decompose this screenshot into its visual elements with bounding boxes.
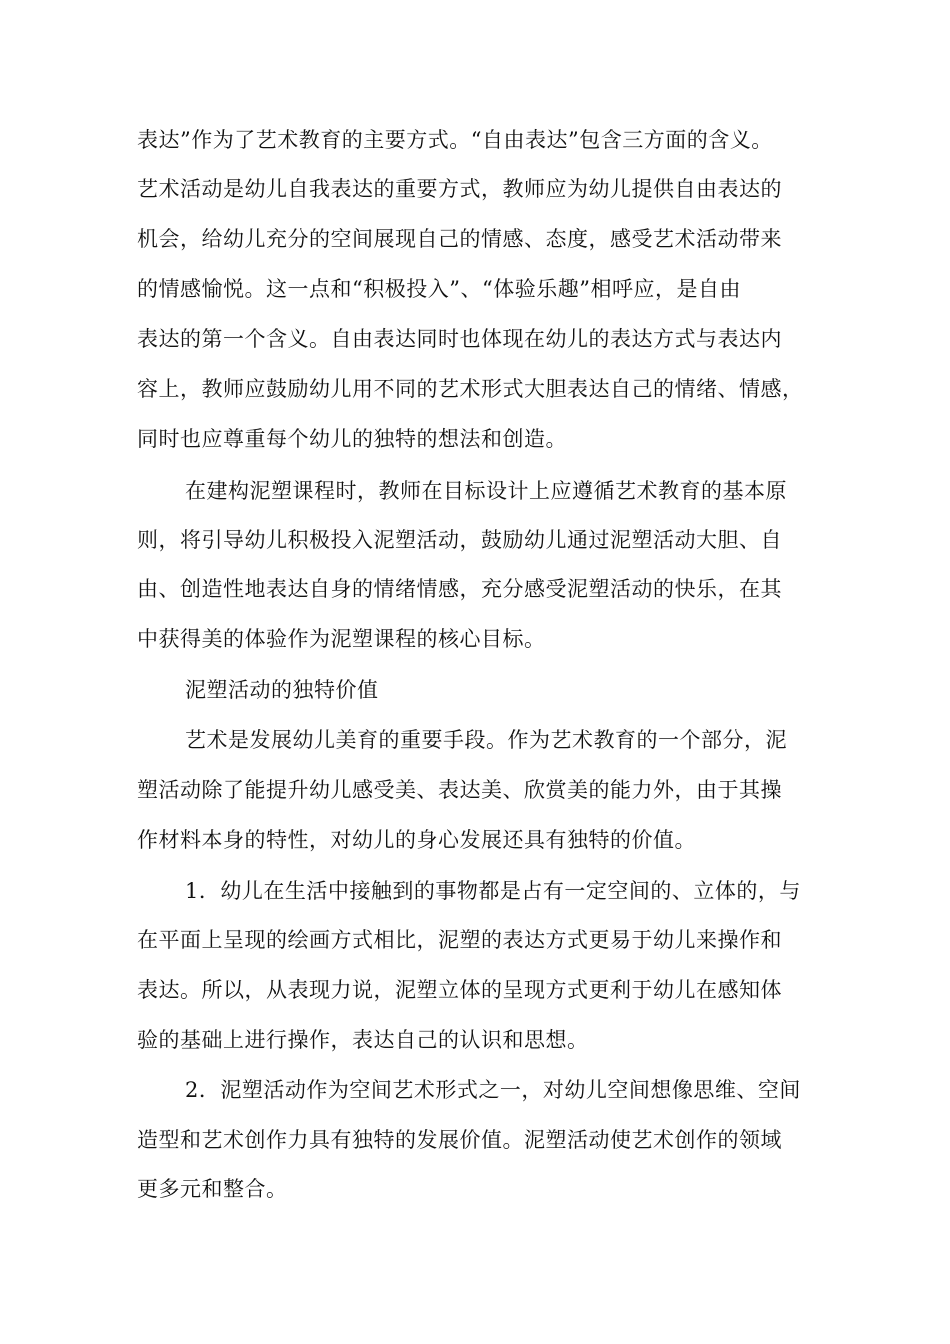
text-line: 艺术是发展幼儿美育的重要手段。作为艺术教育的一个部分，泥 — [185, 728, 787, 752]
text-line: 2．泥塑活动作为空间艺术形式之一，对幼儿空间想像思维、空间 — [185, 1078, 801, 1102]
text-line: 塑活动除了能提升幼儿感受美、表达美、欣赏美的能力外，由于其操 — [137, 778, 782, 802]
text-line: 容上，教师应鼓励幼儿用不同的艺术形式大胆表达自己的情绪、情感， — [137, 377, 804, 401]
text-line: 在建构泥塑课程时，教师在目标设计上应遵循艺术教育的基本原 — [185, 479, 787, 503]
text-line: 表达的第一个含义。自由表达同时也体现在幼儿的表达方式与表达内 — [137, 327, 782, 351]
text-line: 同时也应尊重每个幼儿的独特的想法和创造。 — [137, 427, 567, 451]
text-line: 机会，给幼儿充分的空间展现自己的情感、态度，感受艺术活动带来 — [137, 227, 782, 251]
text-line: 在平面上呈现的绘画方式相比，泥塑的表达方式更易于幼儿来操作和 — [137, 928, 782, 952]
text-line: 的情感愉悦。这一点和“积极投入”、“体验乐趣”相呼应，是自由 — [137, 277, 741, 301]
text-line: 验的基础上进行操作，表达自己的认识和思想。 — [137, 1028, 589, 1052]
text-line: 1．幼儿在生活中接触到的事物都是占有一定空间的、立体的，与 — [185, 879, 801, 903]
text-line: 更多元和整合。 — [137, 1177, 288, 1201]
text-line: 表达”作为了艺术教育的主要方式。“自由表达”包含三方面的含义。 — [137, 128, 773, 152]
text-line: 造型和艺术创作力具有独特的发展价值。泥塑活动使艺术创作的领域 — [137, 1128, 782, 1152]
text-line: 表达。所以，从表现力说，泥塑立体的呈现方式更利于幼儿在感知体 — [137, 978, 782, 1002]
text-line: 艺术活动是幼儿自我表达的重要方式，教师应为幼儿提供自由表达的 — [137, 177, 782, 201]
text-line: 中获得美的体验作为泥塑课程的核心目标。 — [137, 627, 546, 651]
heading-text: 泥塑活动的独特价值 — [185, 678, 379, 702]
text-line: 作材料本身的特性，对幼儿的身心发展还具有独特的价值。 — [137, 828, 696, 852]
text-line: 由、创造性地表达自身的情绪情感，充分感受泥塑活动的快乐，在其 — [137, 577, 782, 601]
text-line: 则，将引导幼儿积极投入泥塑活动，鼓励幼儿通过泥塑活动大胆、自 — [137, 528, 782, 552]
